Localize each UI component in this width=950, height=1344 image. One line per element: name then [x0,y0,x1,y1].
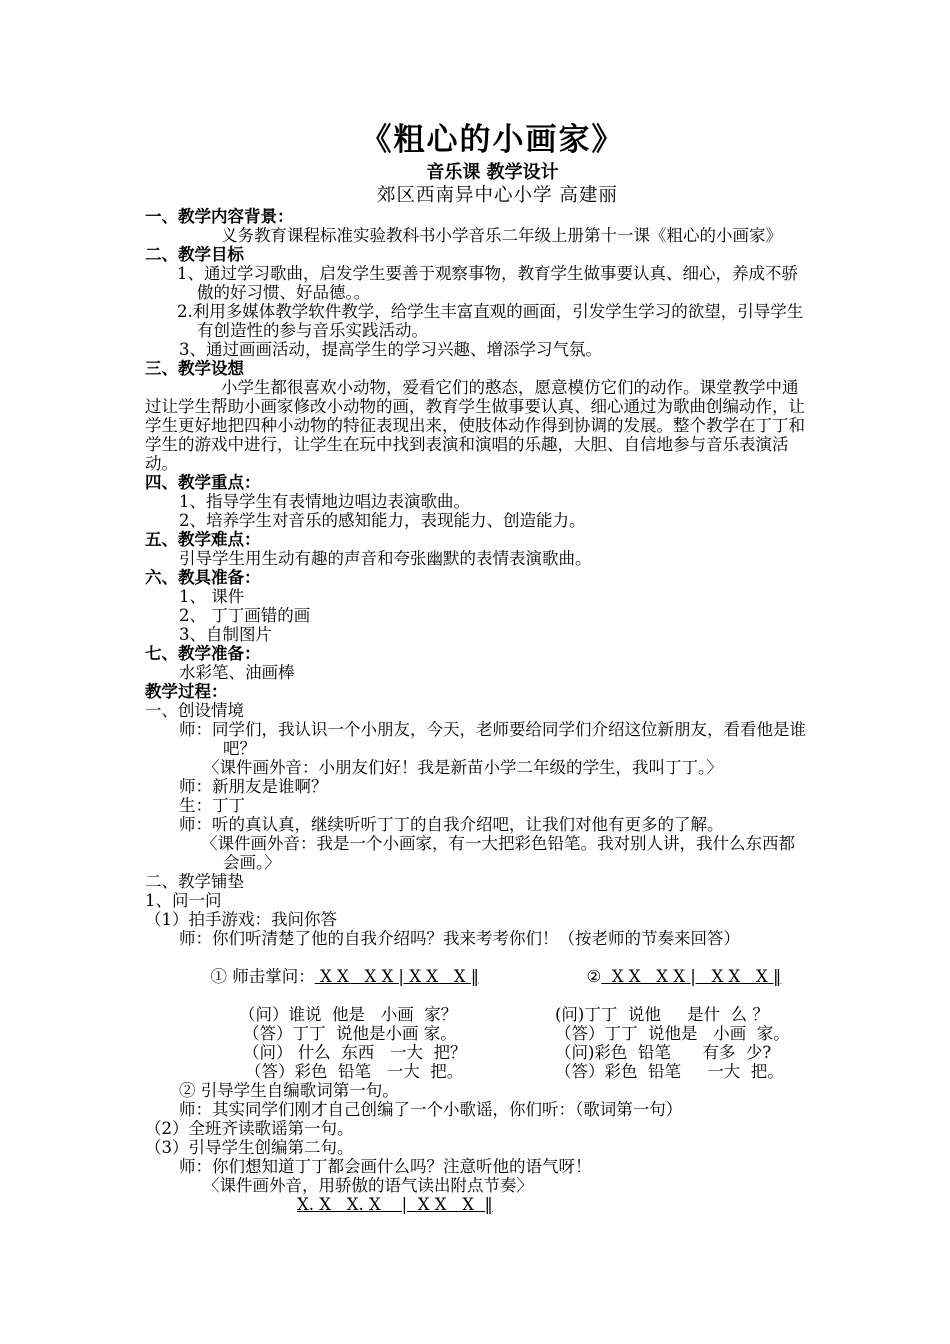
dialogue-line: 师：同学们，我认识一个小朋友，今天，老师要给同学们介绍这位新朋友，看看他是谁吧？ [179,720,806,758]
paragraph: 一、创设情境 [145,701,244,720]
dialogue-line: 〈课件画外音，用骄傲的语气读出附点节奏〉 [203,1176,533,1195]
rhythm-row: （答）丁丁 说他是小画 家。 （答）丁丁 说他是 小画 家。 [243,1024,790,1043]
dialogue-line: 师：听的真认真，继续听听丁丁的自我介绍吧，让我们对他有更多的了解。 [179,815,724,834]
paragraph: 水彩笔、油画棒 [179,663,295,682]
list-item: 3、自制图片 [179,625,272,644]
rhythm-row: （问） 什么 东西 一大 把？ （问)彩色 铅笔 有多 少? [243,1043,772,1062]
paragraph: （2）全班齐读歌谣第一句。 [145,1119,354,1138]
list-item: 1、 课件 [179,587,245,606]
dialogue-line: 〈课件画外音：我是一个小画家，有一大把彩色铅笔。我对别人讲，我什么东西都会画。〉 [201,834,795,872]
rhythm-notation: X X X X | X X X ‖ [601,967,782,986]
section-heading: 六、教具准备： [145,568,261,587]
list-item: 2、 丁丁画错的画 [179,606,311,625]
list-item: 3、通过画画活动，提高学生的学习兴趣、增添学习气氛。 [179,340,602,359]
section-heading: 四、教学重点： [145,473,261,492]
section-heading: 二、教学目标 [145,245,244,264]
doc-author: 郊区西南异中心小学 高建丽 [377,185,618,206]
rhythm-row: （问）谁说 他是 小画 家？ (问)丁丁 说他 是什 么 ？ [239,1005,769,1024]
dialogue-line: 生：丁丁 [179,796,245,815]
paragraph: 小学生都很喜欢小动物，爱看它们的憨态，愿意模仿它们的动作。课堂教学中通过让学生帮助小画家修改小动物的画，教育学生做事要认真、细心通过为歌曲创编动作，让学生更好地把四种小动物的特征表现出来，使肢体动作得到协调的发展。整个教学在丁丁和学生的游戏中进行，让学生在玩中找到表演和演唱的乐趣，大胆、自信地参与音乐表演活动。 [145,378,805,473]
doc-title: 《粗心的小画家》 [360,122,625,158]
paragraph: 1、问一问 [145,891,222,910]
paragraph: 引导学生用生动有趣的声音和夸张幽默的表情表演歌曲。 [179,549,592,568]
section-heading: 三、教学设想 [145,359,244,378]
paragraph: ② 引导学生自编歌词第一句。 [179,1081,399,1100]
section-heading: 教学过程： [145,682,228,701]
rhythm-label: ② [586,967,602,986]
doc-subtitle: 音乐课 教学设计 [426,162,559,183]
dialogue-line: 师：你们听清楚了他的自我介绍吗？我来考考你们！（按老师的节奏来回答） [179,929,740,948]
section-heading: 一、教学内容背景： [145,207,294,226]
list-item: 2、培养学生对音乐的感知能力，表现能力、创造能力。 [179,511,586,530]
section-heading: 五、教学难点： [145,530,261,549]
dialogue-line: 〈课件画外音：小朋友们好！我是新苗小学二年级的学生，我叫丁丁。〉 [203,758,723,777]
paragraph: 义务教育课程标准实验教科书小学音乐二年级上册第十一课《粗心的小画家》 [221,226,782,245]
dialogue-line: 师：你们想知道丁丁都会画什么吗？注意听他的语气呀！ [179,1157,592,1176]
rhythm-row: （答）彩色 铅笔 一大 把。 （答）彩色 铅笔 一大 把。 [245,1062,784,1081]
dialogue-line: 师：新朋友是谁啊？ [179,777,328,796]
paragraph: （3）引导学生创编第二句。 [145,1138,354,1157]
rhythm-label: ① 师击掌问： [210,967,315,986]
list-item: 1、指导学生有表情地边唱边表演歌曲。 [179,492,470,511]
rhythm-notation: X. X X. X | X X X ‖ [297,1195,493,1214]
list-item: 2.利用多媒体教学软件教学，给学生丰富直观的画面，引发学生学习的欲望，引导学生有创造性的参与音乐实践活动。 [177,302,804,340]
document-page [145,118,810,1214]
rhythm-header-row [145,948,810,1005]
rhythm-notation: X X X X | X X X ‖ [314,967,479,986]
list-item: 1、通过学习歌曲，启发学生要善于观察事物，教育学生做事要认真、细心，养成不骄傲的好习惯、好品德。。 [177,264,798,302]
dialogue-line: 师：其实同学们刚才自己创编了一个小歌谣，你们听：（歌词第一句） [179,1100,683,1119]
paragraph: 二、教学铺垫 [145,872,244,891]
section-heading: 七、教学准备： [145,644,261,663]
paragraph: （1）拍手游戏：我问你答 [145,910,337,929]
